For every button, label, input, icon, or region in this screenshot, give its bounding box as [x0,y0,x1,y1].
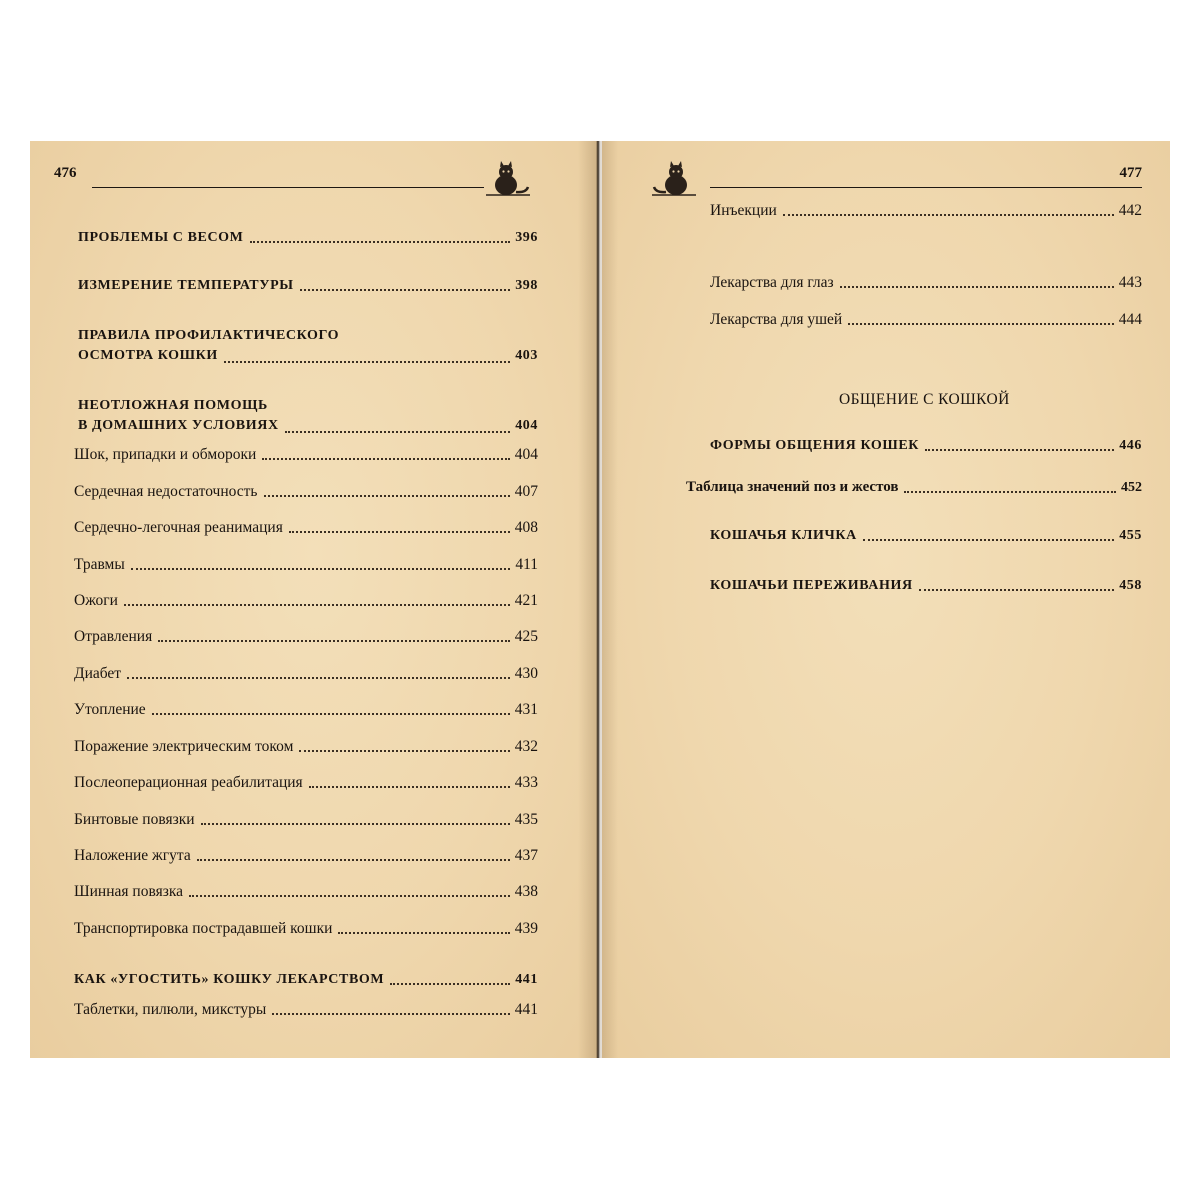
toc-entry[interactable] [78,396,538,437]
toc-entry[interactable] [710,437,1142,455]
toc-entry[interactable] [74,627,538,646]
page-number-left: 476 [54,165,77,181]
toc-title: Шок, припадки и обмороки [74,446,257,463]
toc-entry[interactable] [710,527,1142,545]
toc-entry[interactable] [710,201,1142,220]
toc-title: Утопление [74,701,146,718]
toc-entry[interactable] [74,445,538,464]
toc-title: КАК «УГОСТИТЬ» КОШКУ ЛЕКАРСТВОМ [74,972,385,987]
toc-page: 403 [515,348,538,364]
leader-dots [289,531,510,533]
leader-dots [285,431,511,433]
leader-dots [390,983,510,985]
toc-entry[interactable] [74,518,538,537]
toc-page: 404 [515,418,538,434]
toc-title: Наложение жгута [74,847,191,864]
toc-entry[interactable] [710,577,1142,595]
toc-title: Транспортировка пострадавшей кошки [74,920,333,937]
toc-page: 431 [514,701,538,718]
leader-dots [300,289,511,291]
toc-entry[interactable] [74,737,538,756]
leader-dots [783,214,1114,216]
toc-entry[interactable] [74,1000,538,1019]
toc-entry[interactable] [78,326,538,367]
toc-entry[interactable] [710,273,1142,292]
toc-title: ФОРМЫ ОБЩЕНИЯ КОШЕК [710,438,920,453]
toc-title: Травмы [74,556,125,573]
toc-page: 438 [514,883,538,900]
toc-entry[interactable] [74,773,538,792]
toc-title: Диабет [74,665,122,682]
toc-title: Лекарства для ушей [710,311,843,328]
toc-page: 439 [514,920,538,937]
toc-title: Отравления [74,628,153,645]
toc-entry[interactable] [74,591,538,610]
toc-entry[interactable] [74,846,538,865]
leader-dots [309,786,510,788]
cat-icon [484,159,530,199]
leader-dots [124,604,510,606]
toc-page: 411 [515,556,538,573]
leader-dots [197,859,510,861]
toc-title: Поражение электрическим током [74,738,294,755]
toc-entry[interactable] [74,882,538,901]
leader-dots [152,713,510,715]
toc-entry[interactable] [74,555,538,574]
toc-page: 441 [514,1001,538,1018]
header-rule-left [92,187,484,188]
leader-dots [158,640,510,642]
leader-dots [272,1013,509,1015]
toc-title: ПРОБЛЕМЫ С ВЕСОМ [78,230,244,245]
leader-dots [338,932,509,934]
leader-dots [925,449,1114,451]
header-rule-right [710,187,1142,188]
toc-page: 421 [514,592,538,609]
toc-entry[interactable] [78,229,538,247]
toc-title: Ожоги [74,592,118,609]
leader-dots [201,823,510,825]
toc-title: Бинтовые повязки [74,811,195,828]
toc-page: 437 [514,847,538,864]
toc-title: Послеоперационная реабилитация [74,774,303,791]
toc-page: 432 [514,738,538,755]
leader-dots [250,241,511,243]
section-heading: ОБЩЕНИЕ С КОШКОЙ [839,391,1010,408]
toc-title: ПРАВИЛА ПРОФИЛАКТИЧЕСКОГО [78,328,340,343]
book-spread [30,141,1170,1058]
leader-dots [131,568,511,570]
leader-dots [904,491,1116,493]
toc-page: 455 [1119,528,1142,543]
toc-title: КОШАЧЬЯ КЛИЧКА [710,528,857,543]
toc-title: ОСМОТРА КОШКИ [78,348,218,364]
toc-page: 433 [514,774,538,791]
toc-title: Сердечно-легочная реанимация [74,519,283,536]
leader-dots [127,677,510,679]
toc-title: НЕОТЛОЖНАЯ ПОМОЩЬ [78,398,268,413]
leader-dots [189,895,510,897]
leader-dots [224,361,510,363]
toc-title: Сердечная недостаточность [74,483,258,500]
left-page [30,141,598,1058]
toc-page: 430 [514,665,538,682]
toc-entry[interactable] [710,310,1142,329]
leader-dots [848,323,1114,325]
toc-page: 398 [515,278,538,293]
toc-entry[interactable] [74,482,538,501]
toc-entry[interactable] [74,919,538,938]
leader-dots [863,539,1114,541]
toc-entry[interactable] [74,810,538,829]
toc-entry[interactable] [74,971,538,989]
toc-page: 425 [514,628,538,645]
toc-title: ИЗМЕРЕНИЕ ТЕМПЕРАТУРЫ [78,278,294,293]
toc-title: Таблетки, пилюли, микстуры [74,1001,267,1018]
leader-dots [840,286,1114,288]
toc-entry[interactable] [78,277,538,295]
leader-dots [264,495,510,497]
toc-title: Лекарства для глаз [710,274,834,291]
toc-page: 408 [514,519,538,536]
toc-page: 458 [1119,578,1142,593]
toc-page: 441 [515,972,538,987]
cat-icon [652,159,698,199]
leader-dots [262,458,509,460]
toc-page: 446 [1119,438,1142,453]
toc-title: Шинная повязка [74,883,183,900]
book-gutter [578,141,618,1058]
toc-entry[interactable] [686,478,1142,497]
toc-page: 444 [1118,311,1142,328]
toc-title: Инъекции [710,202,777,219]
toc-page: 404 [514,446,538,463]
toc-page: 452 [1121,480,1142,496]
toc-page: 442 [1118,202,1142,219]
toc-page: 443 [1118,274,1142,291]
leader-dots [299,750,509,752]
right-page [602,141,1170,1058]
toc-title: Таблица значений поз и жестов [686,479,899,495]
toc-page: 435 [514,811,538,828]
toc-title: КОШАЧЬИ ПЕРЕЖИВАНИЯ [710,578,913,593]
toc-entry[interactable] [74,700,538,719]
toc-page: 407 [514,483,538,500]
toc-title: В ДОМАШНИХ УСЛОВИЯХ [78,418,279,434]
toc-page: 396 [515,230,538,245]
leader-dots [919,589,1115,591]
toc-entry[interactable] [74,664,538,683]
page-number-right: 477 [1119,165,1142,181]
